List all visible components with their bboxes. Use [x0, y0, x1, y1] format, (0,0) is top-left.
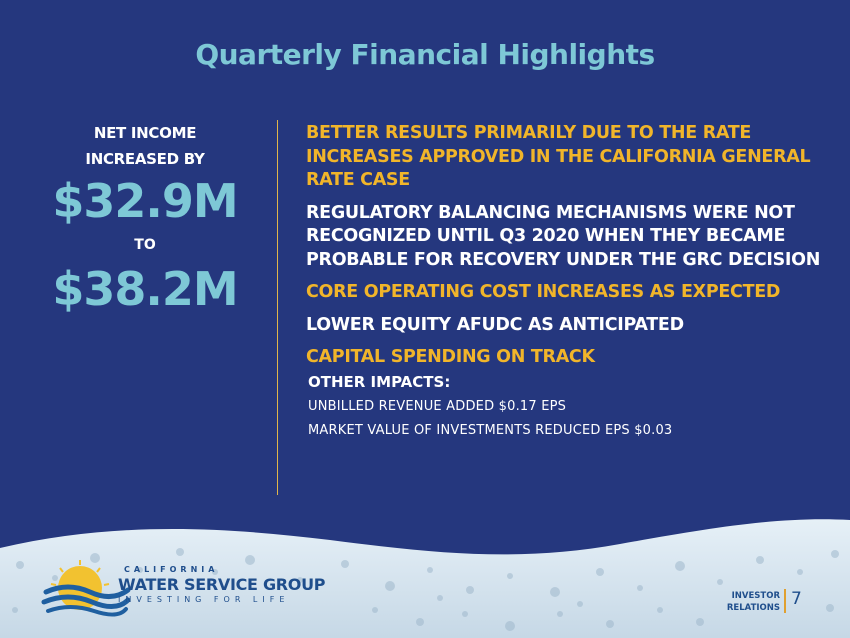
page-number: 7 [791, 589, 802, 609]
net-income-label-1: NET INCOME [93, 124, 197, 142]
ir-line: INVESTOR [731, 591, 780, 601]
other-impacts-heading: OTHER IMPACTS: [308, 372, 451, 391]
bullet-rate-case [306, 122, 836, 193]
ir-line: RELATIONS [726, 603, 780, 613]
net-income-from-value: $32.9M [52, 174, 238, 228]
logo-company-name: WATER SERVICE GROUP [118, 575, 326, 594]
slide-title: Quarterly Financial Highlights [195, 38, 655, 71]
column-divider [277, 120, 278, 495]
net-income-to-value: $38.2M [52, 262, 238, 316]
bullet-line: RATE CASE [306, 170, 410, 190]
other-impact-item: UNBILLED REVENUE ADDED $0.17 EPS [308, 398, 567, 414]
bullet-equity-afudc: LOWER EQUITY AFUDC AS ANTICIPATED [306, 314, 684, 335]
investor-relations-label [722, 590, 780, 614]
ir-separator [784, 589, 786, 613]
bullet-line: PROBABLE FOR RECOVERY UNDER THE GRC DECISION [306, 249, 821, 270]
logo-california: CALIFORNIA [124, 565, 219, 574]
bullet-capital-spending: CAPITAL SPENDING ON TRACK [306, 347, 595, 367]
net-income-panel [40, 120, 250, 318]
bullet-line: BETTER RESULTS PRIMARILY DUE TO THE RATE [306, 123, 752, 143]
bullet-regulatory-balancing [306, 202, 836, 273]
net-income-label-2: INCREASED BY [85, 150, 205, 168]
net-income-to-label: TO [134, 237, 156, 253]
bullet-line: INCREASES APPROVED IN THE CALIFORNIA GENERAL [306, 146, 811, 167]
bullet-line: RECOGNIZED UNTIL Q3 2020 WHEN THEY BECAME [306, 226, 786, 246]
highlights-list [306, 122, 836, 443]
logo-tagline: INVESTING FOR LIFE [118, 595, 290, 604]
waves-icon [44, 587, 128, 615]
bullet-core-operating-cost: CORE OPERATING COST INCREASES AS EXPECTED [306, 282, 781, 302]
bullet-line: REGULATORY BALANCING MECHANISMS WERE NOT [306, 202, 795, 223]
other-impact-item: MARKET VALUE OF INVESTMENTS REDUCED EPS $0.03 [308, 422, 673, 438]
